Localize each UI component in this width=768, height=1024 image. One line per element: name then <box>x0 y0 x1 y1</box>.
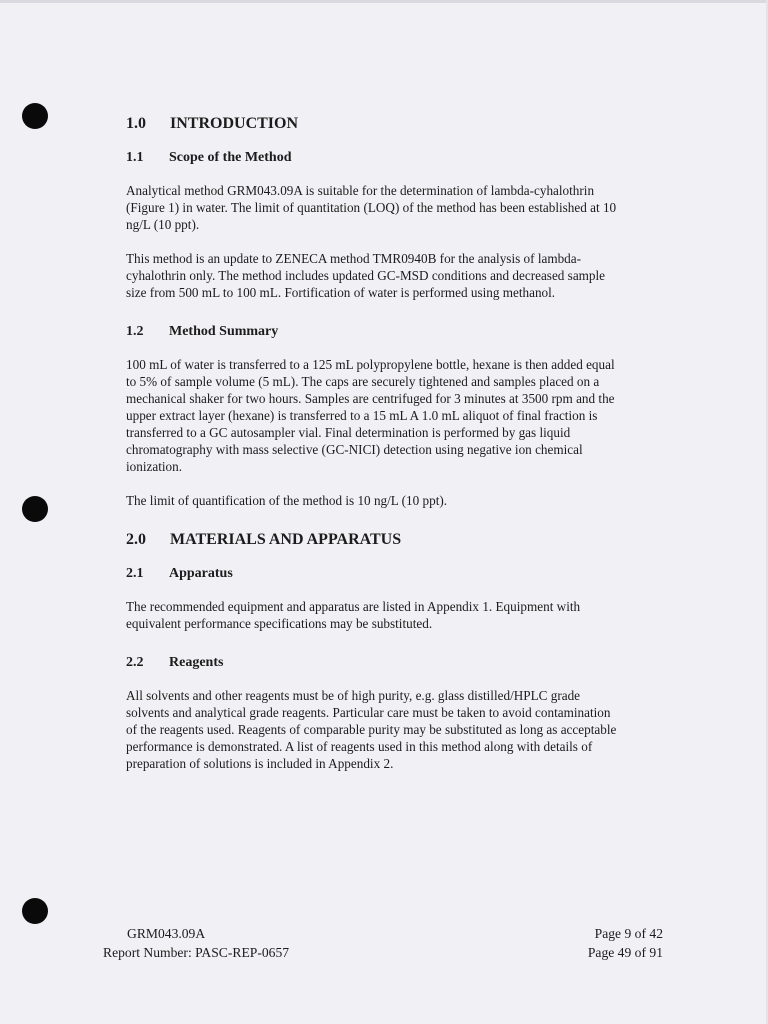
text-line: mechanical shaker for two hours. Samples are centrifuged for 3 minutes at 3500 rpm and the <box>126 391 615 406</box>
subsection-title: Scope of the Method <box>169 150 292 165</box>
paragraph-scope-2 <box>126 250 676 301</box>
text-line: size from 500 mL to 100 mL. Fortification of water is performed using methanol. <box>126 285 556 300</box>
paragraph-method-summary-1 <box>126 356 676 475</box>
text-line: 100 mL of water is transferred to a 125 mL polypropylene bottle, hexane is then added equal <box>126 357 615 372</box>
section-heading-materials-and-apparatus <box>126 531 401 549</box>
text-line: Analytical method GRM043.09A is suitable for the determination of lambda-cyhalothrin <box>126 183 595 198</box>
text-line: The recommended equipment and apparatus are listed in Appendix 1. Equipment with <box>126 599 581 614</box>
footer-page-number: Page 9 of 42 <box>594 926 663 941</box>
text-line: This method is an update to ZENECA method TMR0940B for the analysis of lambda- <box>126 251 582 266</box>
text-line: (Figure 1) in water. The limit of quantitation (LOQ) of the method has been established at 10 <box>126 200 617 215</box>
text-line: upper extract layer (hexane) is transferred to a 15 mL A 1.0 mL aliquot of final fraction is <box>126 408 598 423</box>
footer-left <box>103 924 289 962</box>
footer-page-total: Page 49 of 91 <box>587 945 663 960</box>
subsection-heading-apparatus <box>126 566 233 582</box>
text-line: of the reagents used. Reagents of comparable purity may be substituted as long as acceptable <box>126 722 617 737</box>
footer-right <box>588 924 663 962</box>
punch-hole <box>22 103 48 129</box>
text-line: transferred to a GC autosampler vial. Final determination is performed by gas liquid <box>126 425 571 440</box>
subsection-number: 1.1 <box>126 150 144 165</box>
subsection-heading-reagents <box>126 655 223 671</box>
subsection-number: 2.2 <box>126 655 144 670</box>
paragraph-scope-1 <box>126 182 676 233</box>
subsection-number: 1.2 <box>126 324 144 339</box>
subsection-heading-method-summary <box>126 324 278 340</box>
text-line: equivalent performance specifications may be substituted. <box>126 616 433 631</box>
section-number: 1.0 <box>126 115 146 132</box>
punch-hole <box>22 898 48 924</box>
paragraph-reagents <box>126 687 676 772</box>
text-line: preparation of solutions is included in Appendix 2. <box>126 756 394 771</box>
text-line: to 5% of sample volume (5 mL). The caps are securely tightened and samples placed on a <box>126 374 600 389</box>
footer-doc-id: GRM043.09A <box>127 926 206 941</box>
section-title: MATERIALS AND APPARATUS <box>170 531 402 548</box>
paragraph-apparatus <box>126 598 676 632</box>
text-line: chromatography with mass selective (GC-NICI) detection using negative ion chemical <box>126 442 583 457</box>
subsection-title: Method Summary <box>169 324 279 339</box>
section-number: 2.0 <box>126 531 146 548</box>
subsection-heading-scope <box>126 150 292 166</box>
section-title: INTRODUCTION <box>170 115 299 132</box>
subsection-title: Apparatus <box>169 566 233 581</box>
punch-hole <box>22 496 48 522</box>
text-line: performance is demonstrated. A list of reagents used in this method along with details of <box>126 739 593 754</box>
page-edge <box>0 0 768 3</box>
text-line: The limit of quantification of the method is 10 ng/L (10 ppt). <box>126 493 448 508</box>
text-line: ionization. <box>126 459 183 474</box>
text-line: solvents and analytical grade reagents. Particular care must be taken to avoid contamination <box>126 705 611 720</box>
section-heading-introduction <box>126 115 298 133</box>
text-line: All solvents and other reagents must be of high purity, e.g. glass distilled/HPLC grade <box>126 688 581 703</box>
subsection-title: Reagents <box>169 655 224 670</box>
subsection-number: 2.1 <box>126 566 144 581</box>
text-line: cyhalothrin only. The method includes updated GC-MSD conditions and decreased sample <box>126 268 606 283</box>
paragraph-method-summary-2 <box>126 492 676 509</box>
footer-report-number: Report Number: PASC-REP-0657 <box>103 945 290 960</box>
text-line: ng/L (10 ppt). <box>126 217 200 232</box>
